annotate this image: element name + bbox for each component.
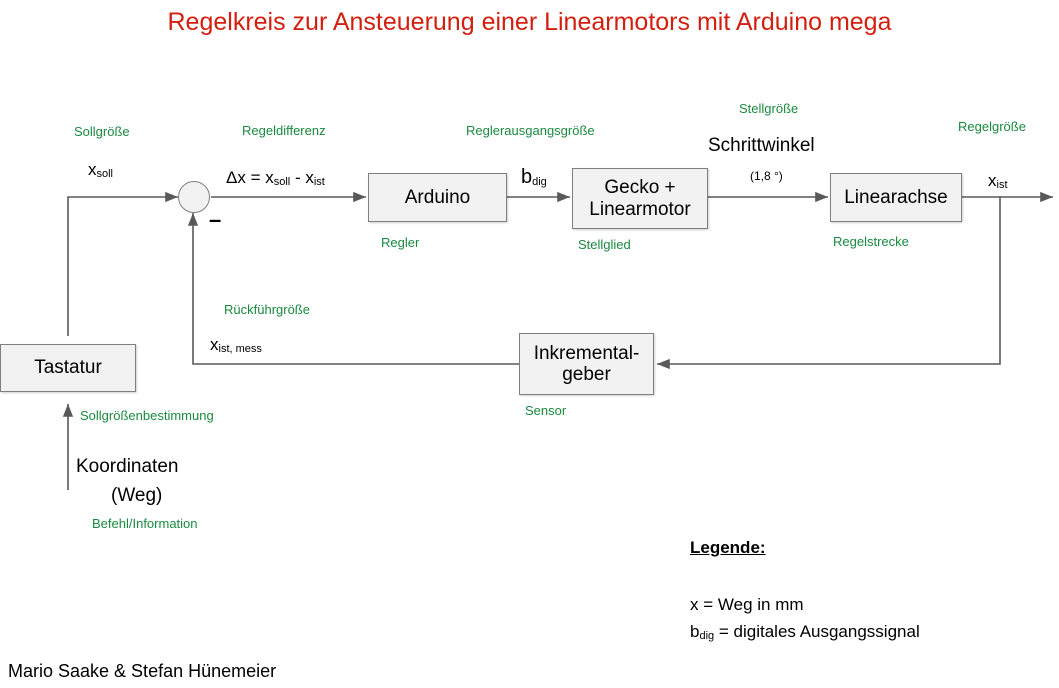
signal-x-ist-mess	[210, 335, 262, 355]
label-sollgroessenbestimmung: Sollgrößenbestimmung	[80, 408, 214, 423]
legend-bdig-rest: = digitales Ausgangssignal	[714, 622, 920, 641]
input-weg: (Weg)	[111, 485, 163, 506]
legend-line-bdig	[690, 622, 920, 642]
signal-delta-x-text: Δx = x	[226, 168, 274, 187]
label-stellgroesse: Stellgröße	[739, 101, 799, 116]
label-regler: Regler	[381, 235, 420, 250]
label-sollgroesse: Sollgröße	[74, 124, 130, 139]
signal-schrittwinkel: Schrittwinkel	[708, 135, 815, 156]
summing-minus-sign: –	[209, 207, 222, 232]
signal-b-dig-sub: dig	[532, 176, 547, 188]
block-encoder-label-line2: geber	[562, 364, 611, 385]
block-linearachse[interactable]	[830, 173, 962, 222]
signal-delta-x-sub2: ist	[313, 176, 325, 188]
block-gecko-label-line1: Gecko +	[604, 177, 676, 199]
input-koordinaten: Koordinaten	[76, 456, 179, 477]
label-rueckfuehrgroesse: Rückführgröße	[224, 302, 310, 317]
signal-x-ist-sub: ist	[996, 179, 1008, 191]
label-regelstrecke: Regelstrecke	[833, 234, 909, 249]
block-encoder-label-line1: Inkremental-	[533, 342, 640, 364]
label-reglerausgangsgroesse: Reglerausgangsgröße	[466, 123, 595, 138]
block-tastatur-label: Tastatur	[34, 357, 102, 379]
label-sensor: Sensor	[525, 403, 567, 418]
block-tastatur[interactable]	[0, 344, 136, 392]
signal-x-soll-base: x	[88, 160, 97, 179]
signal-b-dig-base: b	[521, 166, 533, 188]
legend-bdig-sub: dig	[699, 630, 715, 642]
signal-schrittwinkel-value: (1,8 °)	[750, 169, 783, 183]
label-stellglied: Stellglied	[578, 237, 631, 252]
block-gecko-label-line2: Linearmotor	[589, 198, 691, 220]
block-arduino-label: Arduino	[404, 186, 471, 208]
summing-junction	[178, 181, 210, 213]
signal-x-ist-base: x	[988, 171, 997, 190]
page-title: Regelkreis zur Ansteuerung einer Linearmotors mit Arduino mega	[167, 8, 892, 36]
footer-authors: Mario Saake & Stefan Hünemeier	[8, 661, 277, 681]
signal-x-ist-mess-base: x	[210, 335, 219, 354]
legend-title: Legende:	[690, 538, 766, 557]
legend-bdig-base: b	[690, 622, 700, 641]
signal-delta-x-sub1: soll	[273, 176, 291, 188]
signal-x-ist-mess-sub: ist, mess	[218, 343, 262, 355]
legend-line-x: x = Weg in mm	[690, 595, 804, 614]
block-gecko-linearmotor[interactable]	[572, 168, 708, 229]
signal-x-soll-sub: soll	[96, 168, 114, 180]
label-befehl-information: Befehl/Information	[92, 516, 198, 531]
label-regeldifferenz: Regeldifferenz	[242, 123, 326, 138]
signal-delta-x-minus: - x	[290, 168, 314, 187]
signal-x-ist	[988, 171, 1008, 191]
block-inkrementalgeber[interactable]	[519, 333, 654, 395]
block-linearachse-label: Linearachse	[844, 186, 948, 208]
signal-x-soll	[88, 160, 113, 180]
label-regelgroesse: Regelgröße	[958, 119, 1026, 134]
signal-b-dig	[521, 166, 547, 189]
signal-delta-x	[226, 168, 325, 188]
block-arduino[interactable]	[368, 173, 507, 222]
